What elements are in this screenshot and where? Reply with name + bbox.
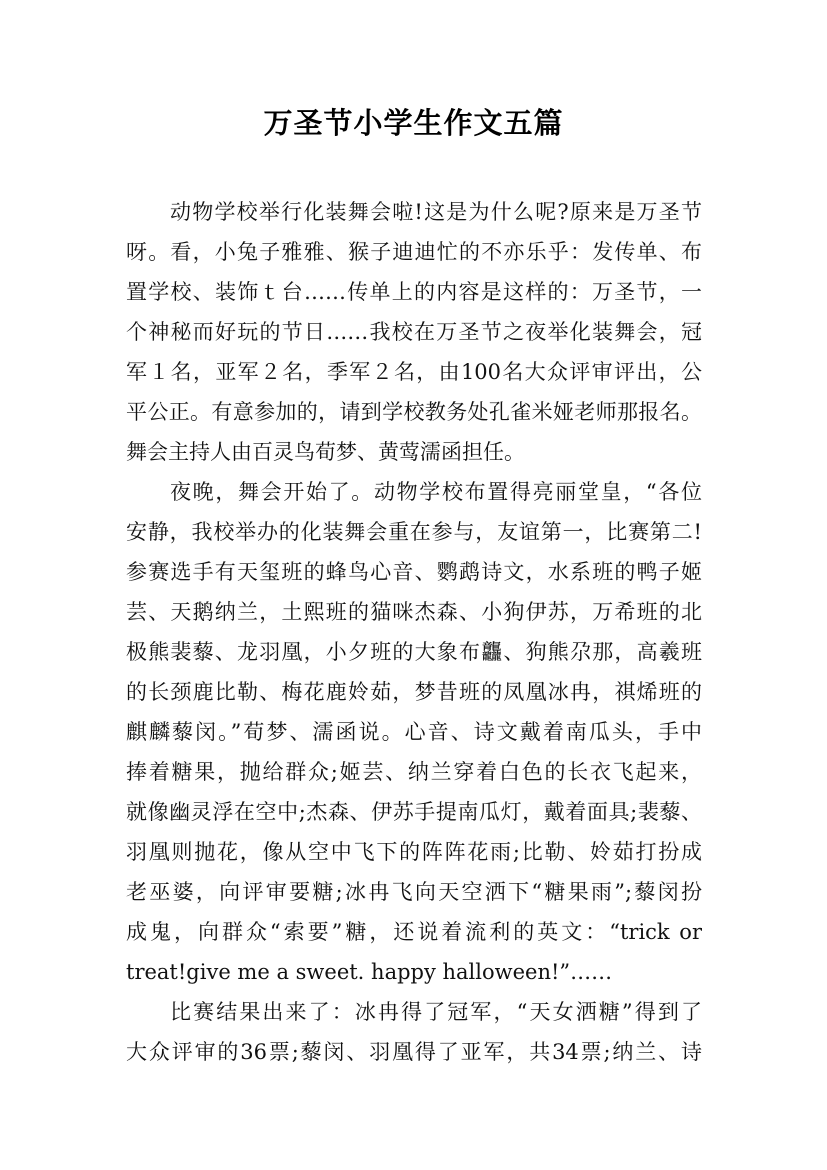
paragraph-line: 置学校、装饰ｔ台……传单上的内容是这样的：万圣节，一: [126, 280, 702, 304]
paragraph-line: 大众评审的36票;藜闵、羽凰得了亚军，共34票;纳兰、诗: [126, 1040, 702, 1064]
paragraph-line: 军１名，亚军２名，季军２名，由100名大众评审评出，公: [126, 360, 702, 384]
paragraph-line: 成鬼，向群众“索要”糖，还说着流利的英文：“trick or: [126, 920, 702, 944]
paragraph-line: 老巫婆，向评审要糖;冰冉飞向天空洒下“糖果雨”;藜闵扮: [126, 880, 702, 904]
paragraph-line: 极熊裴藜、龙羽凰，小夕班的大象布龘、狗熊尕那，高羲班: [126, 640, 702, 664]
paragraph-line: 芸、天鹅纳兰，土熙班的猫咪杰森、小狗伊苏，万希班的北: [126, 600, 702, 624]
paragraph-line: treat!give me a sweet. happy halloween!”……: [126, 960, 613, 984]
paragraph-line: 夜晚，舞会开始了。动物学校布置得亮丽堂皇，“各位: [170, 480, 702, 504]
paragraph-line: 捧着糖果，抛给群众;姬芸、纳兰穿着白色的长衣飞起来，: [126, 760, 702, 784]
paragraph-line: 呀。看，小兔子雅雅、猴子迪迪忙的不亦乐乎：发传单、布: [126, 240, 702, 264]
paragraph-line: 麒麟藜闵。”荀梦、濡函说。心音、诗文戴着南瓜头，手中: [126, 720, 702, 744]
paragraph-line: 比赛结果出来了：冰冉得了冠军，“天女洒糖”得到了: [170, 1000, 702, 1024]
paragraph-line: 就像幽灵浮在空中;杰森、伊苏手提南瓜灯，戴着面具;裴藜、: [126, 800, 702, 824]
paragraph-line: 舞会主持人由百灵鸟荀梦、黄莺濡函担任。: [126, 440, 525, 464]
paragraph-line: 平公正。有意参加的，请到学校教务处孔雀米娅老师那报名。: [126, 400, 702, 424]
paragraph-line: 个神秘而好玩的节日……我校在万圣节之夜举化装舞会，冠: [126, 320, 702, 344]
paragraph-line: 的长颈鹿比勒、梅花鹿姈茹，梦昔班的凤凰冰冉，祺烯班的: [126, 680, 702, 704]
paragraph-line: 羽凰则抛花，像从空中飞下的阵阵花雨;比勒、姈茹打扮成: [126, 840, 702, 864]
paragraph-line: 参赛选手有天玺班的蜂鸟心音、鹦鹉诗文，水系班的鸭子姬: [126, 560, 702, 584]
paragraph-line: 安静，我校举办的化装舞会重在参与，友谊第一，比赛第二!: [126, 520, 702, 544]
page-title: 万圣节小学生作文五篇: [263, 106, 564, 140]
paragraph-line: 动物学校举行化装舞会啦!这是为什么呢?原来是万圣节: [170, 200, 702, 224]
